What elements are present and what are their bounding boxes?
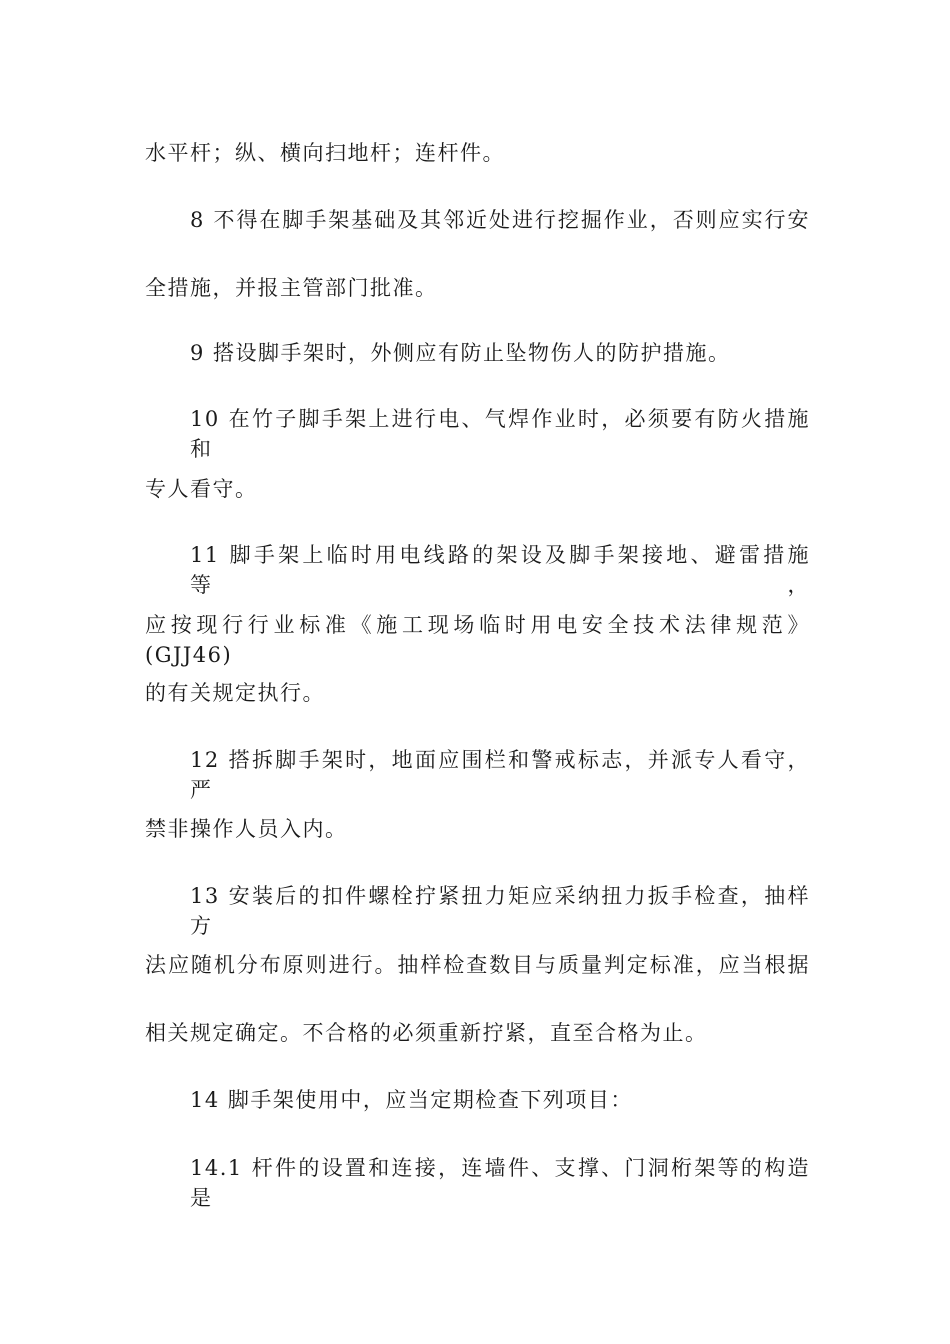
paragraph-13-line-1: 13 安装后的扣件螺栓拧紧扭力矩应采纳扭力扳手检查，抽样方 — [190, 884, 810, 938]
paragraph-14-line-1: 14 脚手架使用中，应当定期检查下列项目： — [190, 1088, 633, 1112]
paragraph-14-1-line-1: 14.1 杆件的设置和连接，连墙件、支撑、门洞桁架等的构造是 — [190, 1156, 810, 1210]
paragraph-10-line-2: 专人看守。 — [145, 477, 258, 501]
paragraph-13-line-3: 相关规定确定。不合格的必须重新拧紧，直至合格为止。 — [145, 1021, 708, 1045]
text-line-1: 水平杆；纵、横向扫地杆；连杆件。 — [145, 141, 505, 165]
paragraph-12-line-1: 12 搭拆脚手架时，地面应围栏和警戒标志，并派专人看守，严 — [190, 748, 810, 802]
paragraph-13-line-2: 法应随机分布原则进行。抽样检查数目与质量判定标准，应当根据 — [145, 953, 810, 977]
paragraph-12-line-2: 禁非操作人员入内。 — [145, 817, 348, 841]
paragraph-10-line-1: 10 在竹子脚手架上进行电、气焊作业时，必须要有防火措施和 — [190, 407, 810, 461]
paragraph-11-line-3: 的有关规定执行。 — [145, 681, 325, 705]
paragraph-11-line-2: 应按现行行业标准《施工现场临时用电安全技术法律规范》(GJJ46) — [145, 613, 810, 667]
paragraph-9-line-1: 9 搭设脚手架时，外侧应有防止坠物伤人的防护措施。 — [190, 341, 731, 365]
paragraph-11-line-1: 11 脚手架上临时用电线路的架设及脚手架接地、避雷措施等， — [190, 543, 810, 597]
paragraph-8-line-2: 全措施，并报主管部门批准。 — [145, 276, 438, 300]
paragraph-8-line-1: 8 不得在脚手架基础及其邻近处进行挖掘作业，否则应实行安 — [190, 208, 810, 232]
